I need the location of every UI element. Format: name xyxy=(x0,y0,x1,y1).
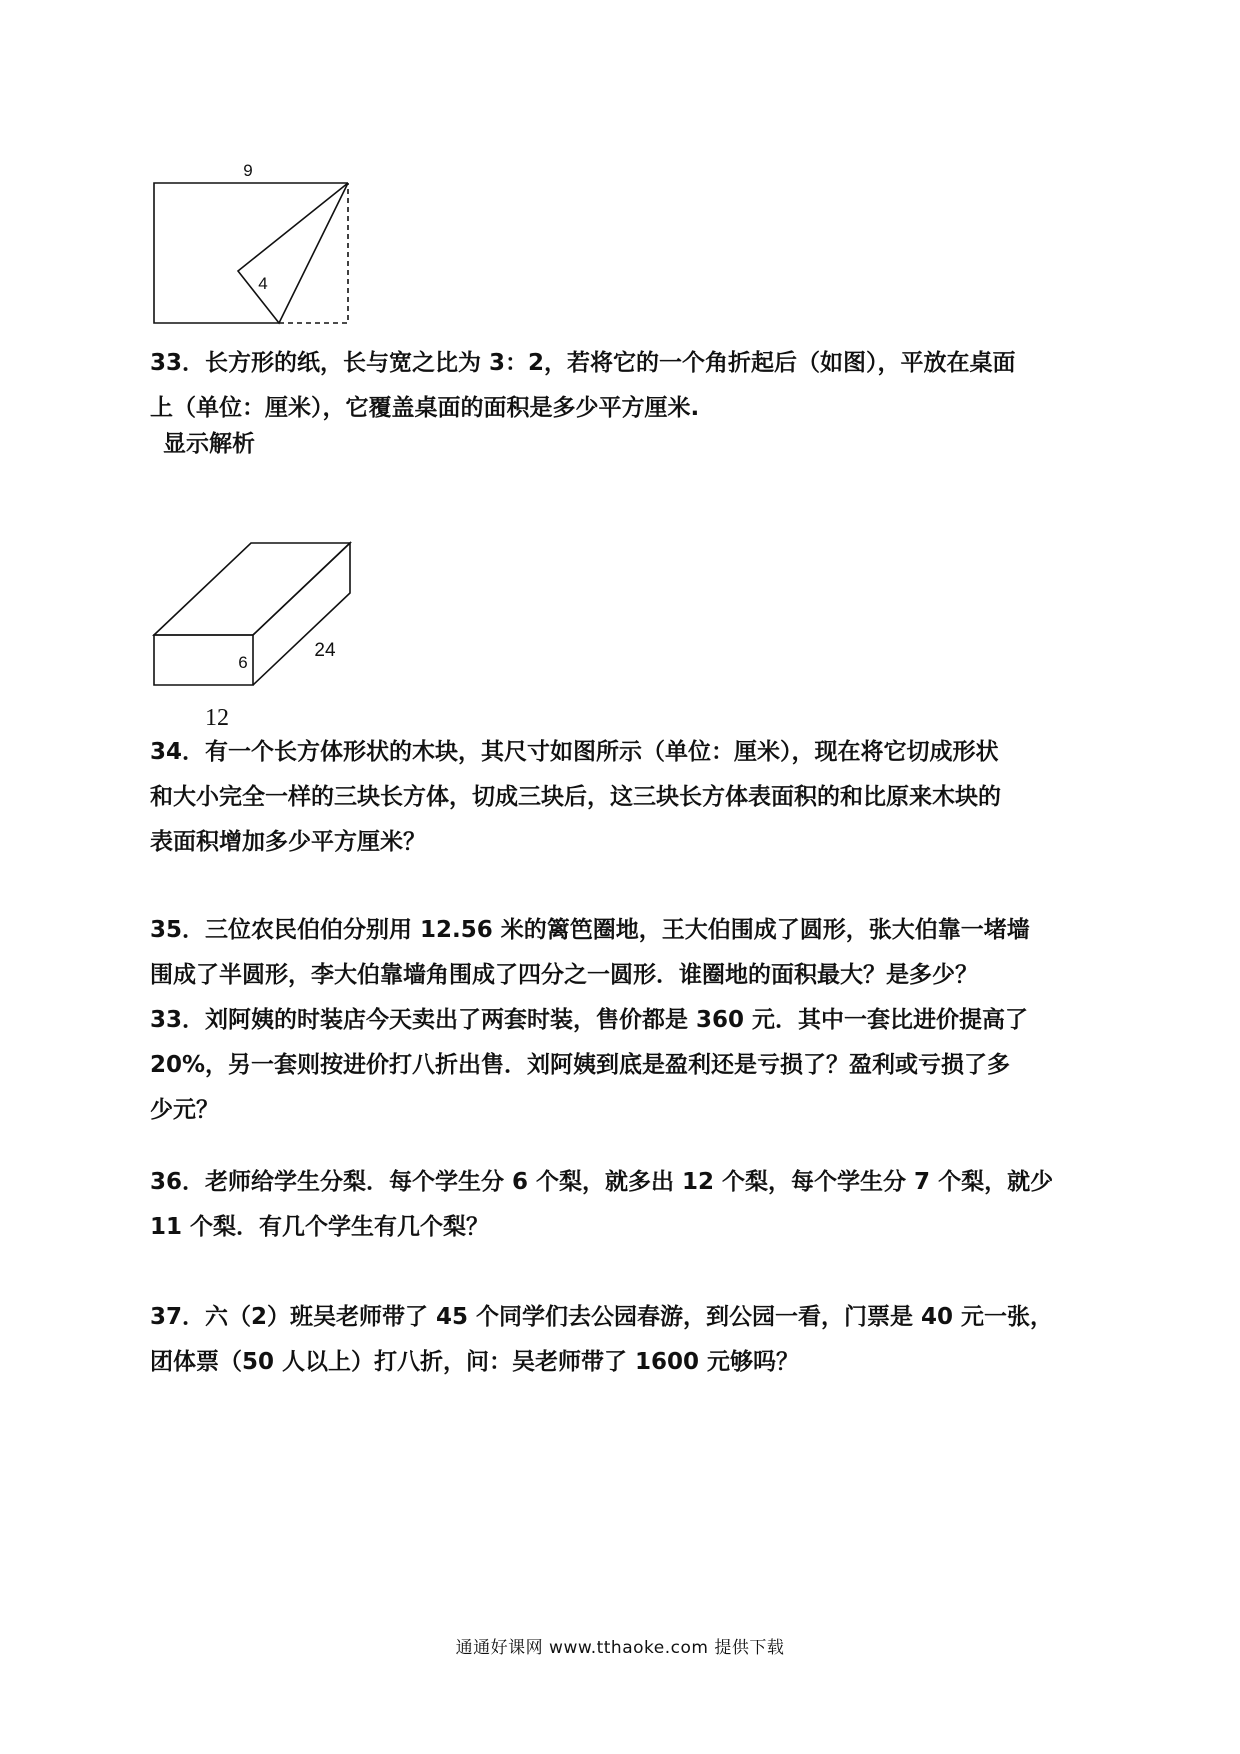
problem-text-line: 37．六（2）班吴老师带了 45 个同学们去公园春游，到公园一看，门票是 40 元一张， xyxy=(150,1304,1054,1330)
problem-text-line: 团体票（50 人以上）打八折，问：吴老师带了 1600 元够吗？ xyxy=(150,1349,800,1375)
problem-36 xyxy=(150,1160,1095,1250)
problem-text-line: 20%，另一套则按进价打八折出售．刘阿姨到底是盈利还是亏损了？盈利或亏损了多 xyxy=(150,1052,1011,1078)
figure1-top-label: 9 xyxy=(243,161,253,180)
problem-text-line: 33．刘阿姨的时装店今天卖出了两套时装，售价都是 360 元．其中一套比进价提高了 xyxy=(150,1007,1029,1033)
problem-text-line: 36．老师给学生分梨．每个学生分 6 个梨，就多出 12 个梨，每个学生分 7 个梨，就少 xyxy=(150,1169,1054,1195)
problem-text-line: 和大小完全一样的三块长方体，切成三块后，这三块长方体表面积的和比原来木块的 xyxy=(150,784,1001,810)
problem-text-line: 34．有一个长方体形状的木块，其尺寸如图所示（单位：厘米），现在将它切成形状 xyxy=(150,739,999,765)
show-analysis-link[interactable]: 显示解析 xyxy=(163,431,255,457)
problem-33-fold xyxy=(150,341,1095,431)
figure-folded-rectangle xyxy=(140,160,380,340)
figure1-inner-label: 4 xyxy=(258,274,268,293)
problem-text-line: 33．长方形的纸，长与宽之比为 3：2，若将它的一个角折起后（如图），平放在桌面 xyxy=(150,350,1016,376)
problem-text-line: 表面积增加多少平方厘米？ xyxy=(150,829,426,855)
figure-cuboid xyxy=(140,535,380,735)
folded-triangle xyxy=(238,183,348,323)
figure2-depth-label: 24 xyxy=(314,640,336,661)
problem-text-line: 围成了半圆形，李大伯靠墙角围成了四分之一圆形．谁圈地的面积最大？是多少？ xyxy=(150,962,978,988)
page-footer: 通通好课网 www.tthaoke.com 提供下载 xyxy=(455,1638,785,1658)
problem-text-line: 11 个梨．有几个学生有几个梨？ xyxy=(150,1214,490,1240)
problem-34 xyxy=(150,730,1095,865)
problem-text-line: 上（单位：厘米），它覆盖桌面的面积是多少平方厘米. xyxy=(150,395,700,421)
figure2-height-label: 6 xyxy=(238,653,248,672)
figure2-width-label: 12 xyxy=(205,705,229,731)
problem-37 xyxy=(150,1295,1095,1385)
problem-35 xyxy=(150,908,1095,1133)
problem-text-line: 少元？ xyxy=(150,1097,219,1123)
problem-text-line: 35．三位农民伯伯分别用 12.56 米的篱笆圈地，王大伯围成了圆形，张大伯靠一堵墙 xyxy=(150,917,1030,943)
rectangle-outline xyxy=(154,183,348,323)
cuboid-side-face xyxy=(253,543,350,685)
